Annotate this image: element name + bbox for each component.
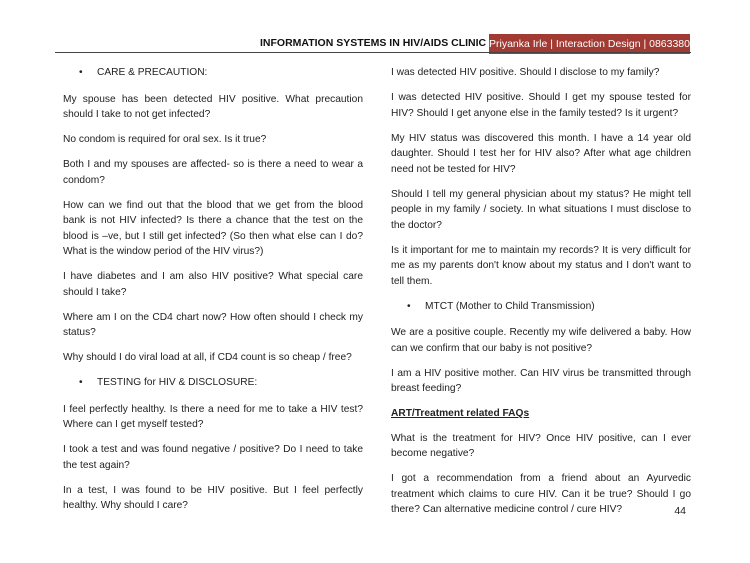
faq-question: No condom is required for oral sex. Is it true? [63,134,267,145]
faq-question: Is it important for me to maintain my records? It is very difficult for me as my parents don't know about my status and I don't want to tell them. [391,244,691,287]
faq-question: Both I and my spouses are affected- so is there a need to wear a condom? [63,159,363,186]
section-bullet-testing: • TESTING for HIV & DISCLOSURE: [63,375,363,391]
faq-question: I was detected HIV positive. Should I get my spouse tested for HIV? Should I get anyone else in the family tested? Is it urgent? [391,92,691,119]
faq-question: I have diabetes and I am also HIV positive? What special care should I take? [63,271,363,298]
header-title: INFORMATION SYSTEMS IN HIV/AIDS CLINIC [260,37,487,49]
faq-question: Where am I on the CD4 chart now? How often should I check my status? [63,311,363,338]
faq-question: My spouse has been detected HIV positive. What precaution should I take to not get infected? [63,93,363,120]
faq-question: I took a test and was found negative / positive? Do I need to take the test again? [63,444,363,471]
faq-question: My HIV status was discovered this month. I have a 14 year old daughter. Should I test her for HIV also? After what age children need not be tested for HIV? [391,132,691,175]
faq-question: In a test, I was found to be HIV positive. But I feel perfectly healthy. Why should I care? [63,484,363,511]
faq-question: What is the treatment for HIV? Once HIV positive, can I ever become negative? [391,432,691,459]
page-number: 44 [674,505,686,517]
section-bullet-care: • CARE & PRECAUTION: [63,65,363,81]
header-divider [55,52,691,53]
left-column [63,65,363,523]
faq-question: I feel perfectly healthy. Is there a need for me to take a HIV test? Where can I get myself tested? [63,403,363,430]
faq-question: I got a recommendation from a friend about an Ayurvedic treatment which claims to cure HIV. Can it be true? Should I go there? Can alternative medicine control / cure HIV? [391,473,691,515]
author-badge: Priyanka Irle | Interaction Design | 08633803 [489,34,690,54]
right-column [391,65,691,527]
section-bullet-mtct: • MTCT (Mother to Child Transmission) [391,299,691,315]
faq-question: We are a positive couple. Recently my wife delivered a baby. How can we confirm that our baby is not positive? [391,327,691,354]
faq-question: Should I tell my general physician about my status? He might tell people in my family / society. In what situations I must disclose to the doctor? [391,188,691,231]
section-heading-art: ART/Treatment related FAQs [391,408,530,419]
faq-question: Why should I do viral load at all, if CD4 count is so cheap / free? [63,352,352,363]
faq-question: How can we find out that the blood that we get from the blood bank is not HIV infected? Is there a chance that the test on the blood is –ve, but I still get infected? (So then what else can I do? What is the window period of the HIV virus?) [63,199,363,257]
faq-question: I am a HIV positive mother. Can HIV virus be transmitted through breast feeding? [391,367,691,394]
faq-question: I was detected HIV positive. Should I disclose to my family? [391,67,660,78]
